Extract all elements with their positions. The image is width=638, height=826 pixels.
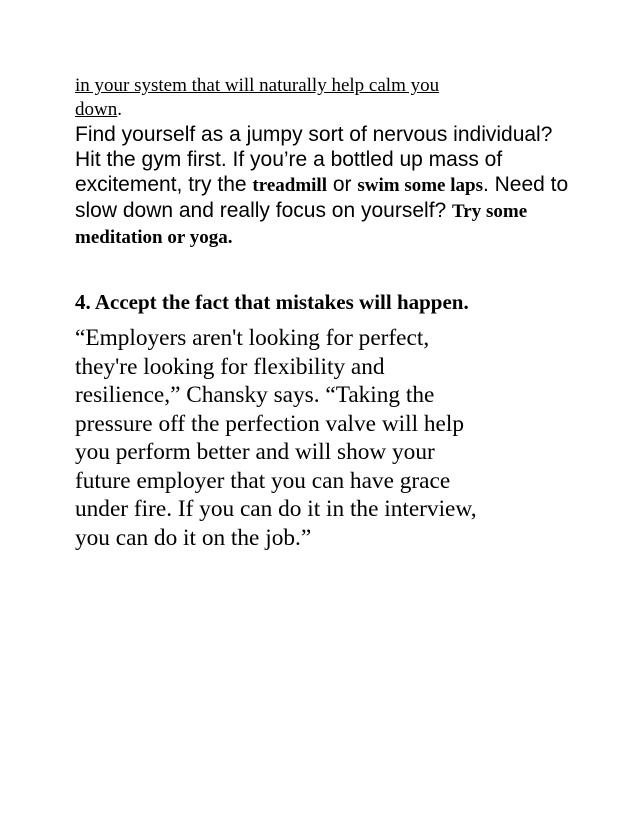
bold-treadmill: treadmill <box>252 175 327 196</box>
text-segment: . Need to slow down and really focus on yourself? <box>75 173 569 222</box>
document-body <box>75 74 575 552</box>
bold-swim-laps: swim some laps <box>357 175 483 196</box>
section-heading: 4. Accept the fact that mistakes will happen. <box>75 290 469 314</box>
underlined-text-line2: down <box>75 99 118 120</box>
period: . <box>117 99 122 120</box>
underlined-text-line1: in your system that will naturally help calm you <box>75 75 440 96</box>
text-segment: or <box>327 173 358 196</box>
paragraph-exercise-tips <box>75 122 575 250</box>
quote-paragraph: “Employers aren't looking for perfect, they're looking for flexibility and resilience,” Chansky says. “Taking the pressure off the perfection valve will help you perform better and will show your future employer that you can have grace under fire. If you can do it in the interview, you can do it on the job.” <box>75 325 477 551</box>
text-segment: Find yourself as a jumpy sort of nervous individual? Hit the gym first. If you’re a bottled up mass of excitement, try the <box>75 123 553 196</box>
bold-meditation-yoga: Try some meditation or yoga. <box>75 201 528 248</box>
paragraph-intro-fragment <box>75 74 575 122</box>
